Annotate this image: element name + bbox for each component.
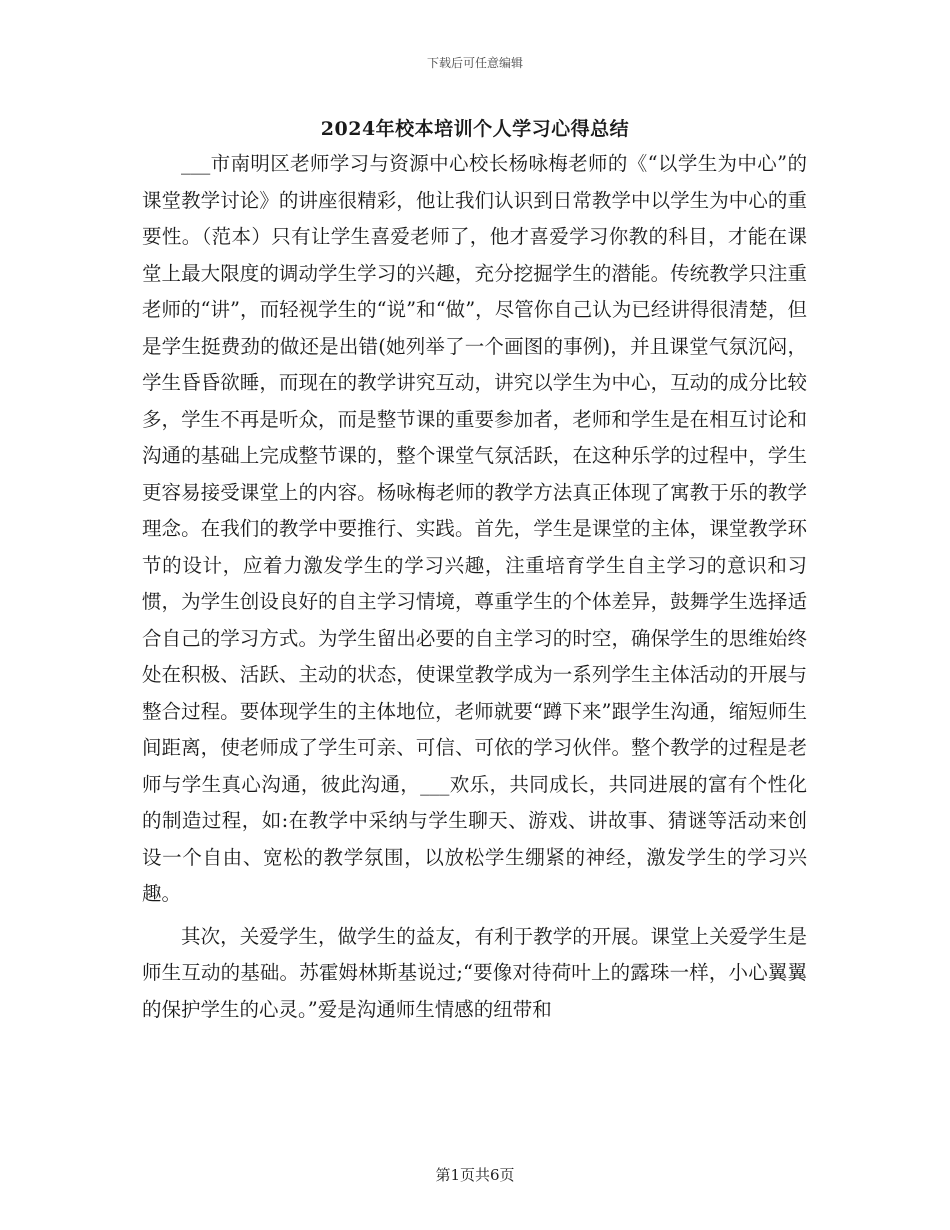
page-number: 第1页共6页	[435, 1166, 515, 1184]
header-note: 下载后可任意编辑	[426, 56, 523, 70]
document-body	[142, 146, 807, 1028]
paragraph-1: ___市南明区老师学习与资源中心校长杨咏梅老师的《“以学生为中心”的课堂教学讨论》的讲座很精彩，他让我们认识到日常教学中以学生为中心的重要性。（范本）只有让学生喜爱老师了，他才喜爱学习你教的科目，才能在课堂上最大限度的调动学生学习的兴趣，充分挖掘学生的潜能。传统教学只注重老师的“讲”，而轻视学生的“说”和“做”，尽管你自己认为已经讲得很清楚，但是学生挺费劲的做还是出错(她列举了一个画图的事例)，并且课堂气氛沉闷，学生昏昏欲睡，而现在的教学讲究互动，讲究以学生为中心，互动的成分比较多，学生不再是听众，而是整节课的重要参加者，老师和学生是在相互讨论和沟通的基础上完成整节课的，整个课堂气氛活跃，在这种乐学的过程中，学生更容易接受课堂上的内容。杨咏梅老师的教学方法真正体现了寓教于乐的教学理念。在我们的教学中要推行、实践。首先，学生是课堂的主体，课堂教学环节的设计，应着力激发学生的学习兴趣，注重培育学生自主学习的意识和习惯，为学生创设良好的自主学习情境，尊重学生的个体差异，鼓舞学生选择适合自己的学习方式。为学生留出必要的自主学习的时空，确保学生的思维始终处在积极、活跃、主动的状态，使课堂教学成为一系列学生主体活动的开展与整合过程。要体现学生的主体地位，老师就要“蹲下来”跟学生沟通，缩短师生间距离，使老师成了学生可亲、可信、可依的学习伙伴。整个教学的过程是老师与学生真心沟通，彼此沟通，___欢乐，共同成长，共同进展的富有个性化的制造过程，如:在教学中采纳与学生聊天、游戏、讲故事、猜谜等活动来创设一个自由、宽松的教学氛围，以放松学生绷紧的神经，激发学生的学习兴趣。	[142, 152, 807, 905]
paragraph-2: 其次，关爱学生，做学生的益友，有利于教学的开展。课堂上关爱学生是师生互动的基础。苏霍姆林斯基说过;“要像对待荷叶上的露珠一样，小心翼翼的保护学生的心灵。”爱是沟通师生情感的纽带和	[142, 924, 807, 1021]
document-title: 2024年校本培训个人学习心得总结	[320, 118, 630, 140]
